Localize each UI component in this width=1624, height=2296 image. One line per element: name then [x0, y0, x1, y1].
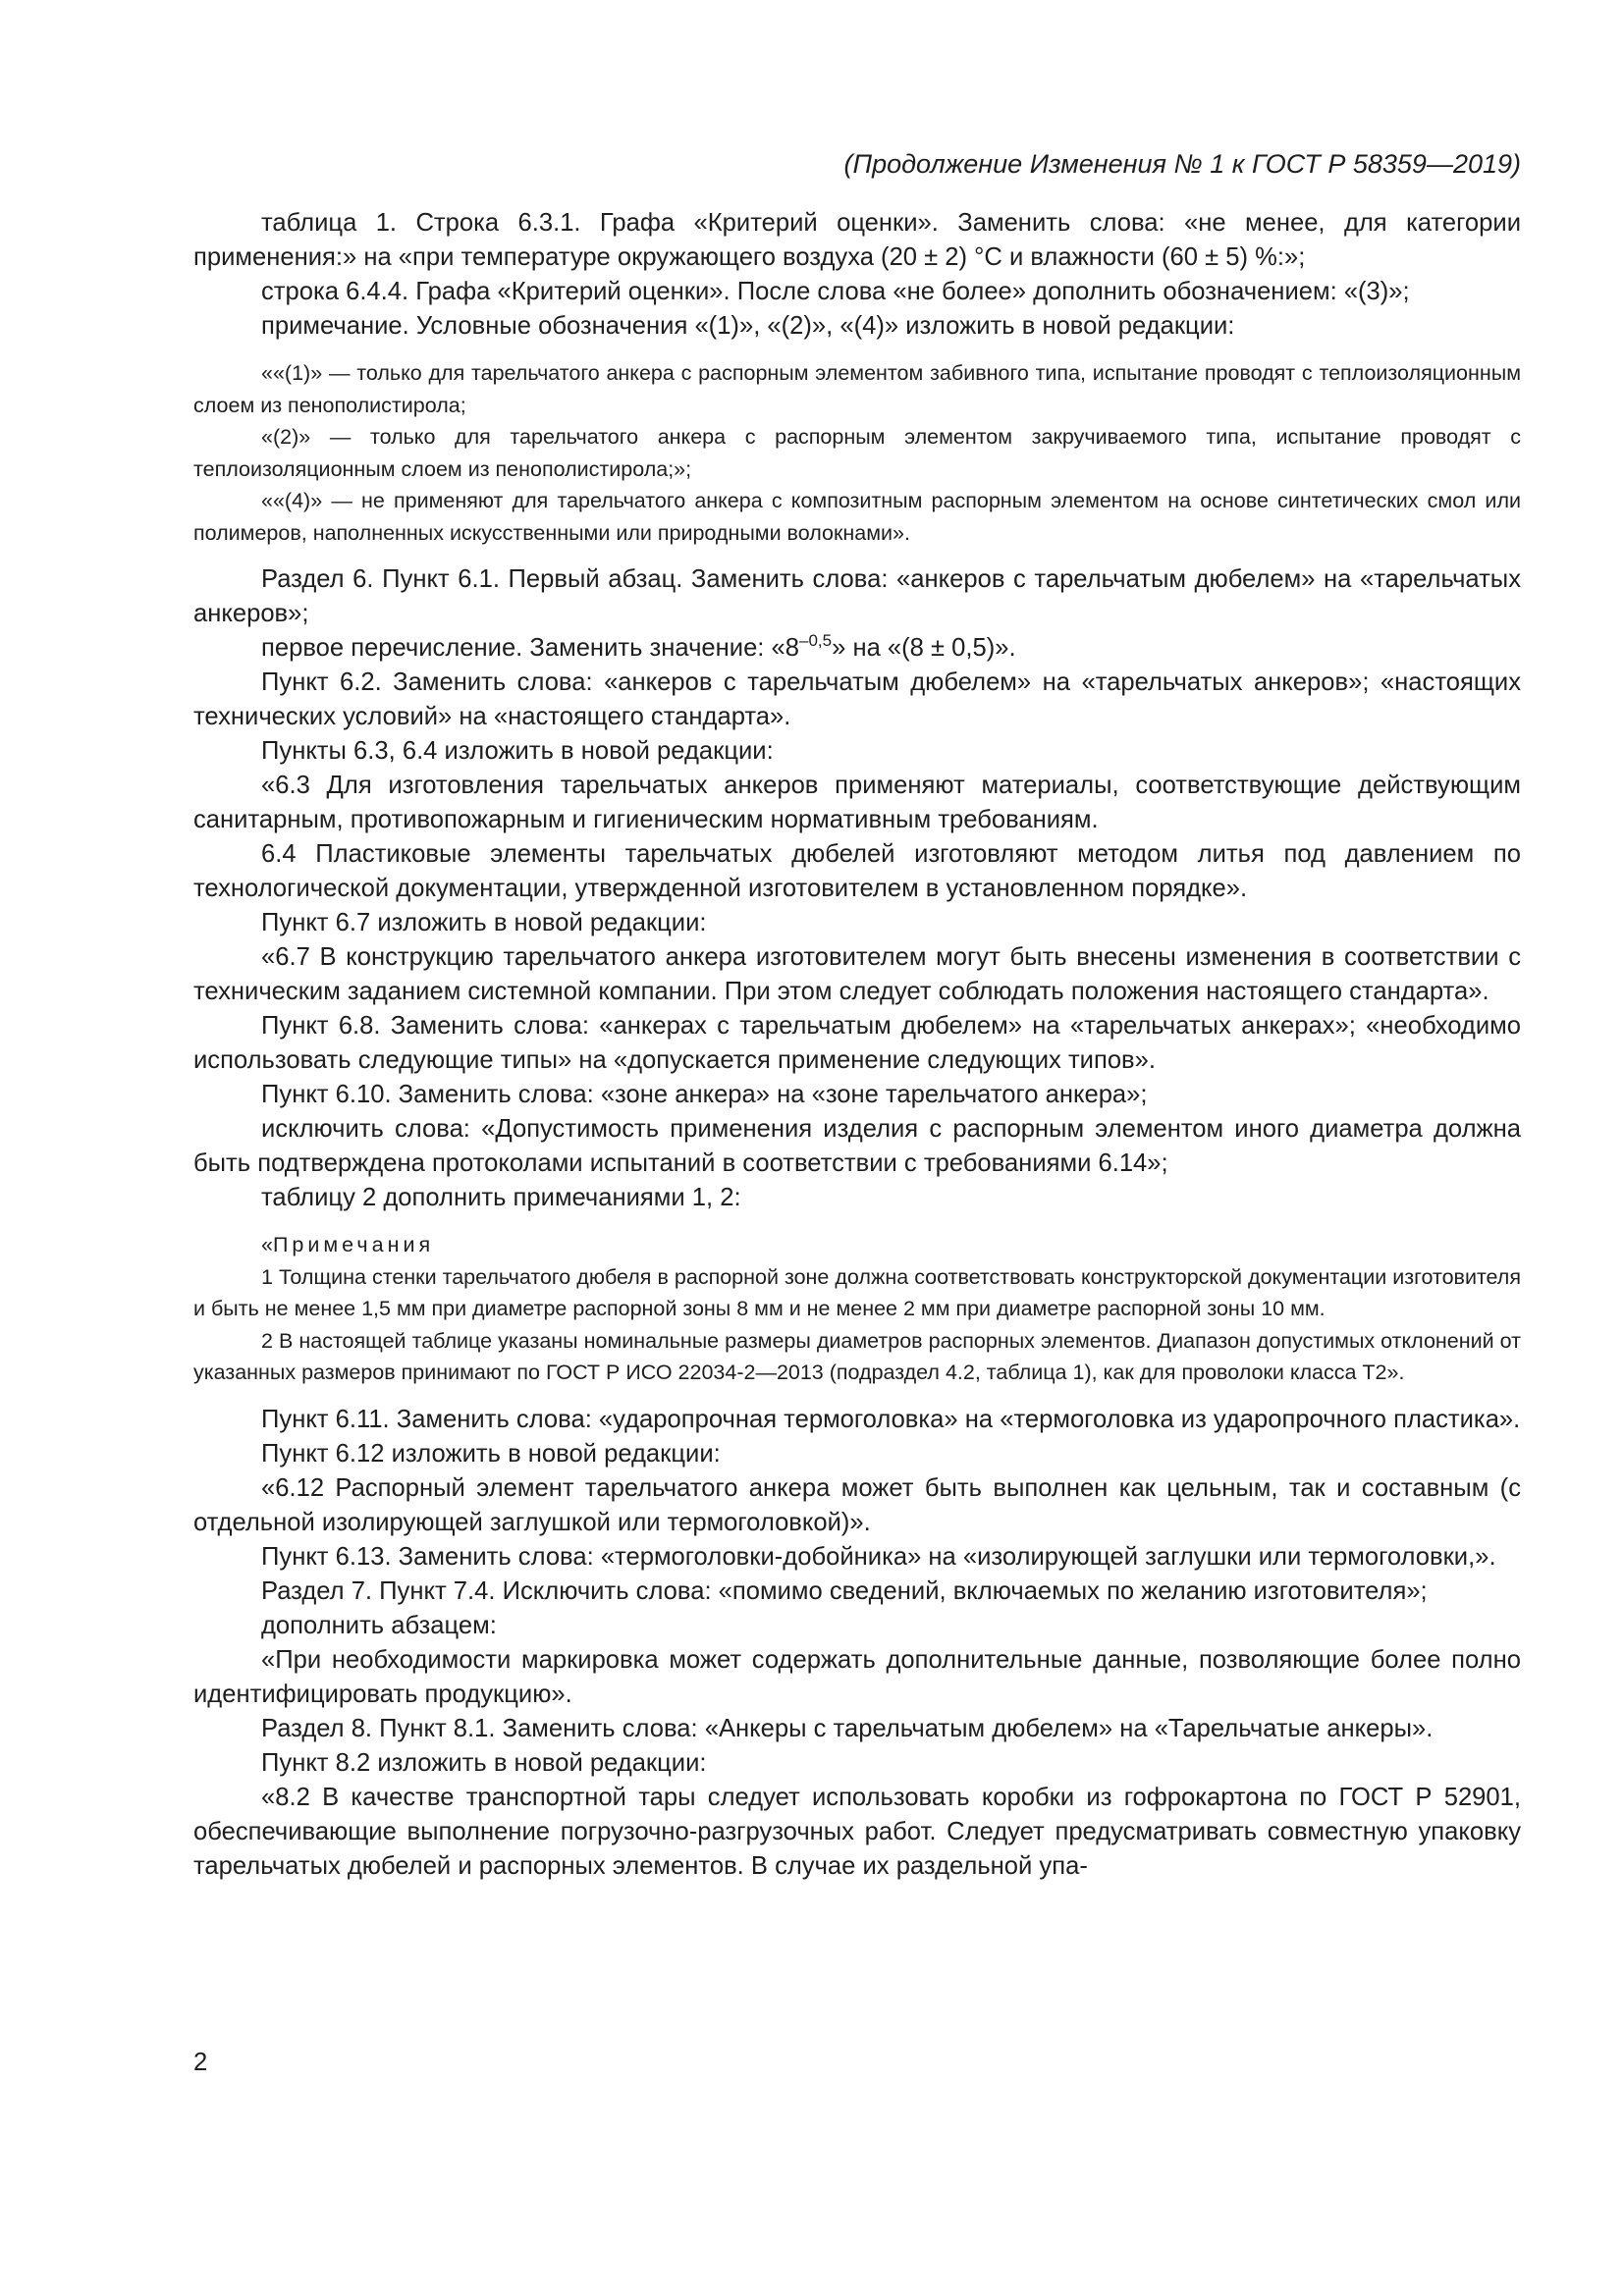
paragraph: Пункт 6.8. Заменить слова: «анкерах с тарельчатым дюбелем» на «тарельчатых анкерах»; «необходимо использовать следующие типы» на «допускается применение следующих типов».	[193, 1012, 1521, 1074]
note-paragraph: 2 В настоящей таблице указаны номинальные размеры диаметров распорных элементов. Диапазон допустимых отклонений от указанных размеров принимают по ГОСТ Р ИСО 22034-2—2013 (подраздел 4.2, таблица 1), как для проволоки класса Т2».	[193, 1328, 1521, 1384]
text-fragment: » на «(8 ± 0,5)».	[832, 634, 1016, 662]
paragraph: «8.2 В качестве транспортной тары следует использовать коробки из гофрокартона по ГОСТ Р 52901, обеспечивающие выполнение погрузочно-разгрузочных работ. Следует предусматривать совместную упаковку тарельчатых дюбелей и распорных элементов. В случае их раздельной упа-	[193, 1783, 1521, 1880]
note-paragraph: 1 Толщина стенки тарельчатого дюбеля в распорной зоне должна соответствовать конструкторской документации изготовителя и быть не менее 1,5 мм при диаметре распорной зоны 8 мм и не менее 2 мм при диаметре распорной зоны 10 мм.	[193, 1264, 1521, 1320]
text-fragment: первое перечисление. Заменить значение: «8	[261, 634, 799, 662]
notes-heading	[193, 1229, 1521, 1261]
paragraph: Пункты 6.3, 6.4 изложить в новой редакции:	[261, 737, 774, 765]
note-paragraph: ««(1)» — только для тарельчатого анкера с распорным элементом забивного типа, испытание проводят с теплоизоляционным слоем из пенополистирола;	[193, 361, 1521, 417]
paragraph: Раздел 8. Пункт 8.1. Заменить слова: «Анкеры с тарельчатым дюбелем» на «Тарельчатые анкеры».	[261, 1714, 1434, 1742]
paragraph: Пункт 6.11. Заменить слова: «ударопрочная термоголовка» на «термоголовка из ударопрочного пластика».	[261, 1405, 1521, 1433]
paragraph: Пункт 6.13. Заменить слова: «термоголовки-добойника» на «изолирующей заглушки или термоголовки,».	[261, 1542, 1496, 1571]
paragraph: «6.3 Для изготовления тарельчатых анкеров применяют материалы, соответствующие действующим санитарным, противопожарным и гигиеническим нормативным требованиям.	[193, 772, 1521, 833]
paragraph: строка 6.4.4. Графа «Критерий оценки». После слова «не более» дополнить обозначением: «(3)»;	[261, 278, 1410, 305]
amendment-block-section6	[193, 562, 1521, 1215]
amendment-block-table1	[193, 206, 1521, 344]
paragraph: Пункт 8.2 изложить в новой редакции:	[261, 1748, 707, 1777]
paragraph: примечание. Условные обозначения «(1)», «(2)», «(4)» изложить в новой редакции:	[261, 312, 1235, 340]
tolerance-superscript: –0,5	[799, 631, 833, 650]
paragraph: Раздел 7. Пункт 7.4. Исключить слова: «помимо сведений, включаемых по желанию изготовителя»;	[261, 1576, 1428, 1605]
paragraph: таблица 1. Строка 6.3.1. Графа «Критерий оценки». Заменить слова: «не менее, для категории применения:» на «при температуре окружающего воздуха (20 ± 2) °С и влажности (60 ± 5) %:»;	[193, 209, 1521, 271]
notes-heading-text: Примечания	[272, 1233, 435, 1256]
page-number: 2	[193, 2049, 208, 2076]
paragraph: Пункт 6.2. Заменить слова: «анкеров с тарельчатым дюбелем» на «тарельчатых анкеров»; «настоящих технических условий» на «настоящего стандарта».	[193, 668, 1521, 730]
running-header: (Продолжение Изменения № 1 к ГОСТ Р 58359—2019)	[843, 149, 1521, 179]
paragraph: таблицу 2 дополнить примечаниями 1, 2:	[261, 1184, 741, 1211]
note-paragraph: «(2)» — только для тарельчатого анкера с распорным элементом закручиваемого типа, испытание проводят с теплоизоляционным слоем из пенополистирола;»;	[193, 425, 1521, 481]
quote-mark: «	[261, 1233, 273, 1256]
paragraph: «6.7 В конструкцию тарельчатого анкера изготовителем могут быть внесены изменения в соответствии с техническим заданием системной компании. При этом следует соблюдать положения настоящего стандарта».	[193, 943, 1521, 1005]
note-paragraph: ««(4)» — не применяют для тарельчатого анкера с композитным распорным элементом на основе синтетических смол или полимеров, наполненных искусственными или природными волокнами».	[193, 489, 1521, 545]
paragraph-with-superscript	[193, 631, 1521, 666]
paragraph: Пункт 6.12 изложить в новой редакции:	[261, 1439, 721, 1468]
paragraph: «При необходимости маркировка может содержать дополнительные данные, позволяющие более полно идентифицировать продукцию».	[193, 1645, 1521, 1708]
paragraph: «6.12 Распорный элемент тарельчатого анкера может быть выполнен как цельным, так и составным (с отдельной изолирующей заглушкой или термоголовкой)».	[193, 1473, 1521, 1536]
paragraph: Пункт 6.7 изложить в новой редакции:	[261, 909, 707, 936]
paragraph: дополнить абзацем:	[261, 1611, 497, 1639]
notes-block-table2	[193, 1229, 1521, 1389]
notes-block-symbols	[193, 357, 1521, 549]
document-page	[193, 147, 1521, 1884]
paragraph: исключить слова: «Допустимость применения изделия с распорным элементом иного диаметра должна быть подтверждена протоколами испытаний в соответствии с требованиями 6.14»;	[193, 1115, 1521, 1177]
amendment-block-sections-6-8	[193, 1403, 1521, 1884]
paragraph: Раздел 6. Пункт 6.1. Первый абзац. Заменить слова: «анкеров с тарельчатым дюбелем» на «тарельчатых анкеров»;	[193, 565, 1521, 627]
paragraph: Пункт 6.10. Заменить слова: «зоне анкера» на «зоне тарельчатого анкера»;	[261, 1081, 1148, 1108]
paragraph: 6.4 Пластиковые элементы тарельчатых дюбелей изготовляют методом литья под давлением по технологической документации, утвержденной изготовителем в установленном порядке».	[193, 840, 1521, 902]
